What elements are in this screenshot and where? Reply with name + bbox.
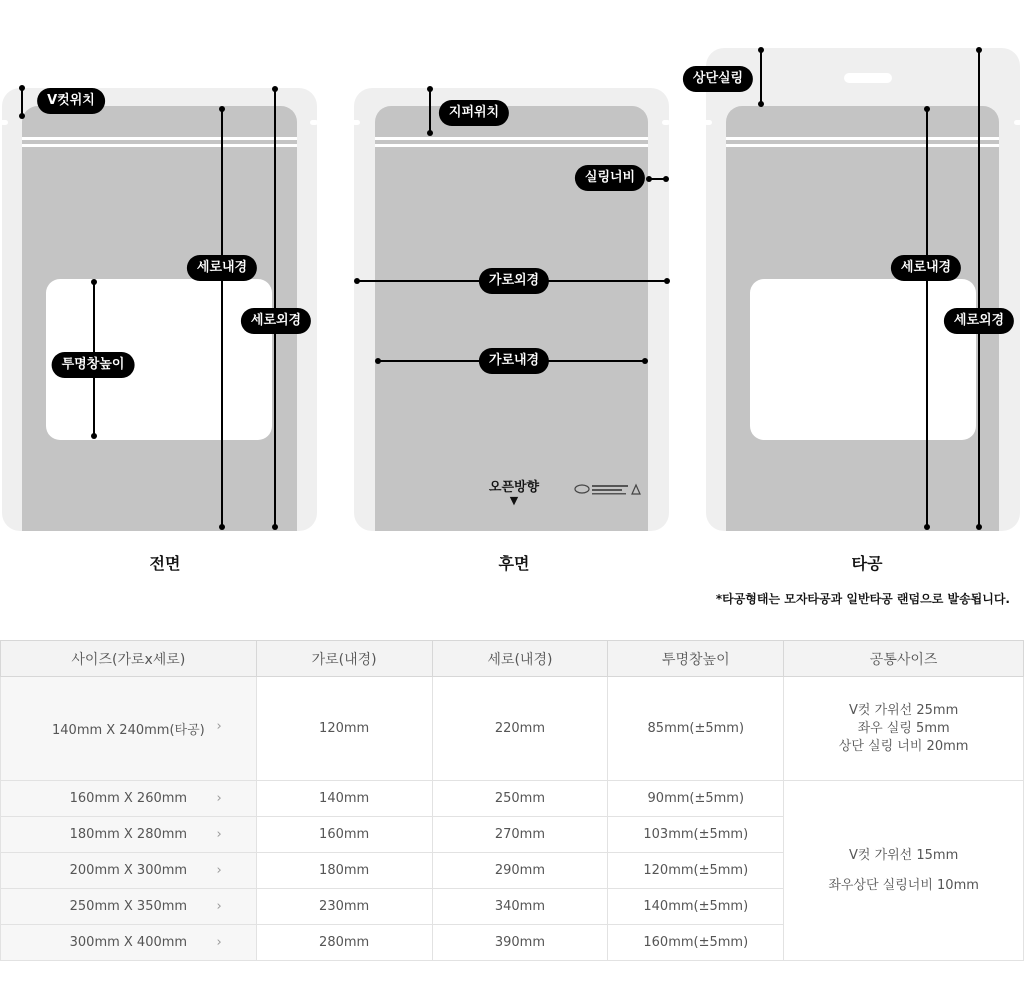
height-cell: 340mm — [432, 889, 608, 925]
chevron-right-icon[interactable]: › — [216, 899, 222, 914]
dimension-dot — [272, 524, 278, 530]
size-cell[interactable] — [1, 781, 257, 817]
size-value: 250mm X 350mm — [69, 899, 188, 914]
size-value: 160mm X 260mm — [69, 791, 188, 806]
height-inner-line — [926, 109, 928, 528]
dimension-dot — [646, 176, 652, 182]
dimension-dot — [91, 433, 97, 439]
chevron-right-icon[interactable]: › — [216, 827, 222, 842]
top-seal-line — [760, 50, 762, 104]
back-zipper-stripe — [375, 144, 648, 147]
size-cell[interactable] — [1, 677, 257, 781]
label-top-seal: 상단실링 — [683, 66, 753, 92]
window-cell: 85mm(±5mm) — [608, 677, 784, 781]
hang-hole — [844, 73, 892, 83]
common-line: 좌우 실링 5mm — [857, 720, 950, 736]
label-height-outer: 세로외경 — [241, 308, 311, 334]
front-zipper-stripe — [22, 144, 297, 147]
dimension-dot — [272, 86, 278, 92]
window-cell: 90mm(±5mm) — [608, 781, 784, 817]
height-cell: 250mm — [432, 781, 608, 817]
hole-vcut-notch-right — [1014, 120, 1022, 125]
width-cell: 140mm — [256, 781, 432, 817]
width-cell: 160mm — [256, 817, 432, 853]
dimension-dot — [427, 130, 433, 136]
hole-shape-note: *타공형태는 모자타공과 일반타공 랜덤으로 발송됩니다. — [715, 592, 1010, 606]
size-cell[interactable] — [1, 817, 257, 853]
chevron-right-icon[interactable]: › — [216, 935, 222, 950]
label-height-outer: 세로외경 — [944, 308, 1014, 334]
height-outer-line — [978, 50, 980, 528]
open-direction — [489, 476, 539, 507]
common-line: 좌우상단 실링너비 10mm — [828, 877, 979, 893]
dimension-dot — [924, 524, 930, 530]
height-cell: 270mm — [432, 817, 608, 853]
hole-clear-window — [750, 279, 976, 440]
dimension-dot — [976, 47, 982, 53]
caption-hole: 타공 — [851, 554, 883, 573]
window-cell: 160mm(±5mm) — [608, 925, 784, 961]
front-vcut-notch-right — [310, 120, 318, 125]
recycle-mark-icon — [574, 482, 642, 496]
chevron-right-icon[interactable]: › — [216, 719, 222, 734]
dimension-dot — [219, 106, 225, 112]
caption-front: 전면 — [149, 554, 181, 573]
size-table — [0, 640, 1024, 961]
back-vcut-notch-right — [662, 120, 670, 125]
hole-vcut-notch-left — [704, 120, 712, 125]
header-width: 가로(내경) — [256, 641, 432, 677]
header-window: 투명창높이 — [608, 641, 784, 677]
height-cell: 390mm — [432, 925, 608, 961]
chevron-right-icon[interactable]: › — [216, 791, 222, 806]
label-window-height: 투명창높이 — [52, 352, 135, 378]
size-value: 300mm X 400mm — [69, 935, 188, 950]
size-cell[interactable] — [1, 925, 257, 961]
dimension-dot — [19, 85, 25, 91]
dimension-dot — [758, 47, 764, 53]
table-row[interactable] — [1, 781, 1024, 817]
header-common: 공통사이즈 — [784, 641, 1024, 677]
label-seal-width: 실링너비 — [575, 165, 645, 191]
front-zipper-stripe — [22, 137, 297, 140]
table-header-row — [1, 641, 1024, 677]
width-cell: 280mm — [256, 925, 432, 961]
label-height-inner: 세로내경 — [891, 255, 961, 281]
size-cell[interactable] — [1, 889, 257, 925]
dimension-dot — [19, 113, 25, 119]
dimension-dot — [976, 524, 982, 530]
table-row[interactable] — [1, 677, 1024, 781]
height-inner-line — [221, 109, 223, 528]
dimension-dot — [91, 279, 97, 285]
height-cell: 220mm — [432, 677, 608, 781]
size-value: 140mm X 240mm(타공) — [52, 723, 205, 738]
header-height: 세로(내경) — [432, 641, 608, 677]
size-value: 180mm X 280mm — [69, 827, 188, 842]
label-vcut: V컷위치 — [37, 88, 105, 114]
common-line: 상단 실링 너비 20mm — [838, 738, 969, 754]
window-cell: 103mm(±5mm) — [608, 817, 784, 853]
dimension-dot — [219, 524, 225, 530]
dimension-dot — [354, 278, 360, 284]
window-cell: 140mm(±5mm) — [608, 889, 784, 925]
back-zipper-stripe — [375, 137, 648, 140]
common-size-cell — [784, 781, 1024, 961]
dimension-dot — [642, 358, 648, 364]
header-size: 사이즈(가로x세로) — [1, 641, 257, 677]
dimension-dot — [663, 176, 669, 182]
label-width-inner: 가로내경 — [479, 348, 549, 374]
hole-zipper-stripe — [726, 137, 999, 140]
dimension-dot — [758, 101, 764, 107]
arrow-down-icon: ▼ — [509, 494, 519, 507]
zipper-line — [429, 88, 431, 132]
dimension-dot — [427, 86, 433, 92]
height-cell: 290mm — [432, 853, 608, 889]
width-cell: 230mm — [256, 889, 432, 925]
open-direction-label: 오픈방향 — [488, 480, 540, 495]
size-value: 200mm X 300mm — [69, 863, 188, 878]
front-vcut-notch-left — [0, 120, 8, 125]
width-cell: 120mm — [256, 677, 432, 781]
label-zipper: 지퍼위치 — [439, 100, 509, 126]
hole-zipper-stripe — [726, 144, 999, 147]
vcut-line — [21, 88, 23, 116]
common-size-cell — [784, 677, 1024, 781]
dimension-dot — [924, 106, 930, 112]
window-cell: 120mm(±5mm) — [608, 853, 784, 889]
chevron-right-icon[interactable]: › — [216, 863, 222, 878]
common-line: V컷 가위선 25mm — [848, 702, 959, 718]
label-height-inner: 세로내경 — [187, 255, 257, 281]
back-vcut-notch-left — [352, 120, 360, 125]
dimension-dot — [664, 278, 670, 284]
size-cell[interactable] — [1, 853, 257, 889]
label-width-outer: 가로외경 — [479, 268, 549, 294]
common-line: V컷 가위선 15mm — [848, 847, 959, 863]
dimension-dot — [375, 358, 381, 364]
width-cell: 180mm — [256, 853, 432, 889]
caption-back: 후면 — [498, 554, 530, 573]
